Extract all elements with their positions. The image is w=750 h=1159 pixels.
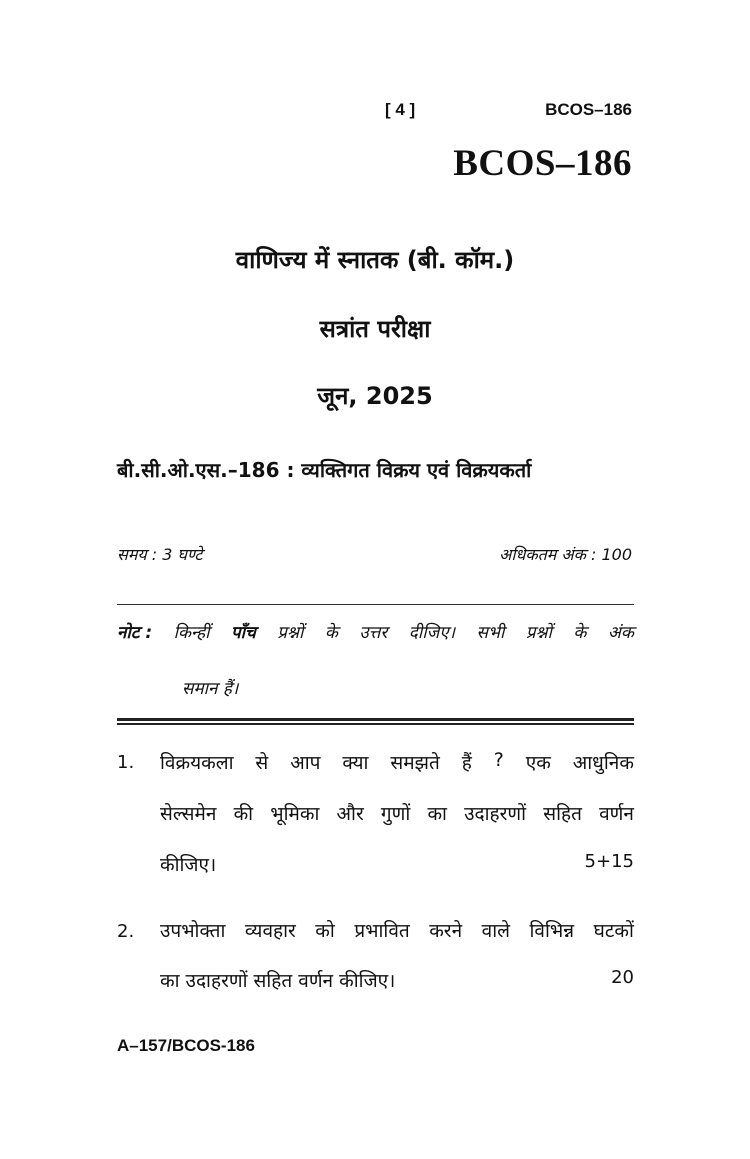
word: और — [336, 803, 364, 825]
word: से — [255, 752, 269, 774]
word: घटकों — [593, 920, 634, 942]
question-marks: 20 — [611, 967, 634, 988]
max-marks: अधिकतम अंक : 100 — [499, 545, 632, 564]
course-code-header: BCOS–186 — [545, 100, 632, 119]
word: करने — [429, 920, 463, 942]
question-number: 2. — [117, 921, 135, 942]
word: विक्रयकला — [160, 752, 234, 774]
note-word: उत्तर — [359, 623, 388, 643]
question-number: 1. — [117, 752, 135, 773]
word: आधुनिक — [572, 752, 634, 774]
question-marks: 5+15 — [584, 851, 634, 872]
note-word: प्रश्नों — [525, 623, 552, 643]
word: विभिन्न — [529, 920, 575, 942]
word: प्रभावित — [354, 920, 410, 942]
word: उदाहरणों — [464, 803, 527, 825]
question-line — [160, 851, 634, 877]
word: हैं — [461, 752, 472, 774]
exam-time: समय : 3 घण्टे — [117, 545, 203, 564]
word: क्या — [342, 752, 369, 774]
word: वाले — [481, 920, 511, 942]
word: व्यवहार — [244, 920, 296, 942]
question-text-end: का उदाहरणों सहित वर्णन कीजिए। — [160, 970, 396, 992]
page-number: [ 4 ] — [385, 100, 416, 119]
word: गुणों — [380, 803, 411, 825]
note-word: दीजिए। — [408, 623, 456, 643]
divider-thin — [117, 604, 634, 605]
word: ? — [493, 749, 504, 771]
word: वर्णन — [599, 803, 634, 825]
word: सेल्समेन — [160, 803, 217, 825]
note-word: प्रश्नों — [277, 623, 304, 643]
word: को — [315, 920, 335, 942]
word: उपभोक्ता — [160, 920, 226, 942]
note-line-2: समान हैं। — [182, 679, 239, 699]
word: समझते — [390, 752, 440, 774]
note-word: अंक — [607, 623, 634, 643]
note-word: के — [573, 623, 587, 643]
note-line-1 — [117, 620, 634, 643]
course-code-title: BCOS–186 — [453, 143, 632, 184]
question-line — [160, 749, 634, 775]
programme-title: वाणिज्य में स्नातक (बी. कॉम.) — [235, 246, 515, 274]
subject-title: बी.सी.ओ.एस.–186 : व्यक्तिगत विक्रय एवं विक्रयकर्ता — [117, 458, 532, 482]
note-word: के — [324, 623, 338, 643]
word: का — [427, 803, 447, 825]
footer-code: A–157/BCOS-186 — [117, 1036, 255, 1055]
word: एक — [525, 752, 551, 774]
question-line — [160, 967, 634, 993]
note-label: नोट : — [117, 623, 153, 643]
note-word-emphasis: पाँच — [230, 623, 256, 643]
word: भूमिका — [270, 803, 320, 825]
question-text-end: कीजिए। — [160, 854, 217, 876]
note-word: किन्हीं — [173, 623, 210, 643]
word: की — [233, 803, 254, 825]
word: आप — [290, 752, 321, 774]
divider-double — [117, 718, 634, 725]
word: सहित — [543, 803, 582, 825]
note-word: सभी — [476, 623, 505, 643]
exam-type: सत्रांत परीक्षा — [319, 315, 431, 343]
question-line — [160, 917, 634, 943]
question-line — [160, 800, 634, 826]
exam-session: जून, 2025 — [317, 382, 433, 410]
